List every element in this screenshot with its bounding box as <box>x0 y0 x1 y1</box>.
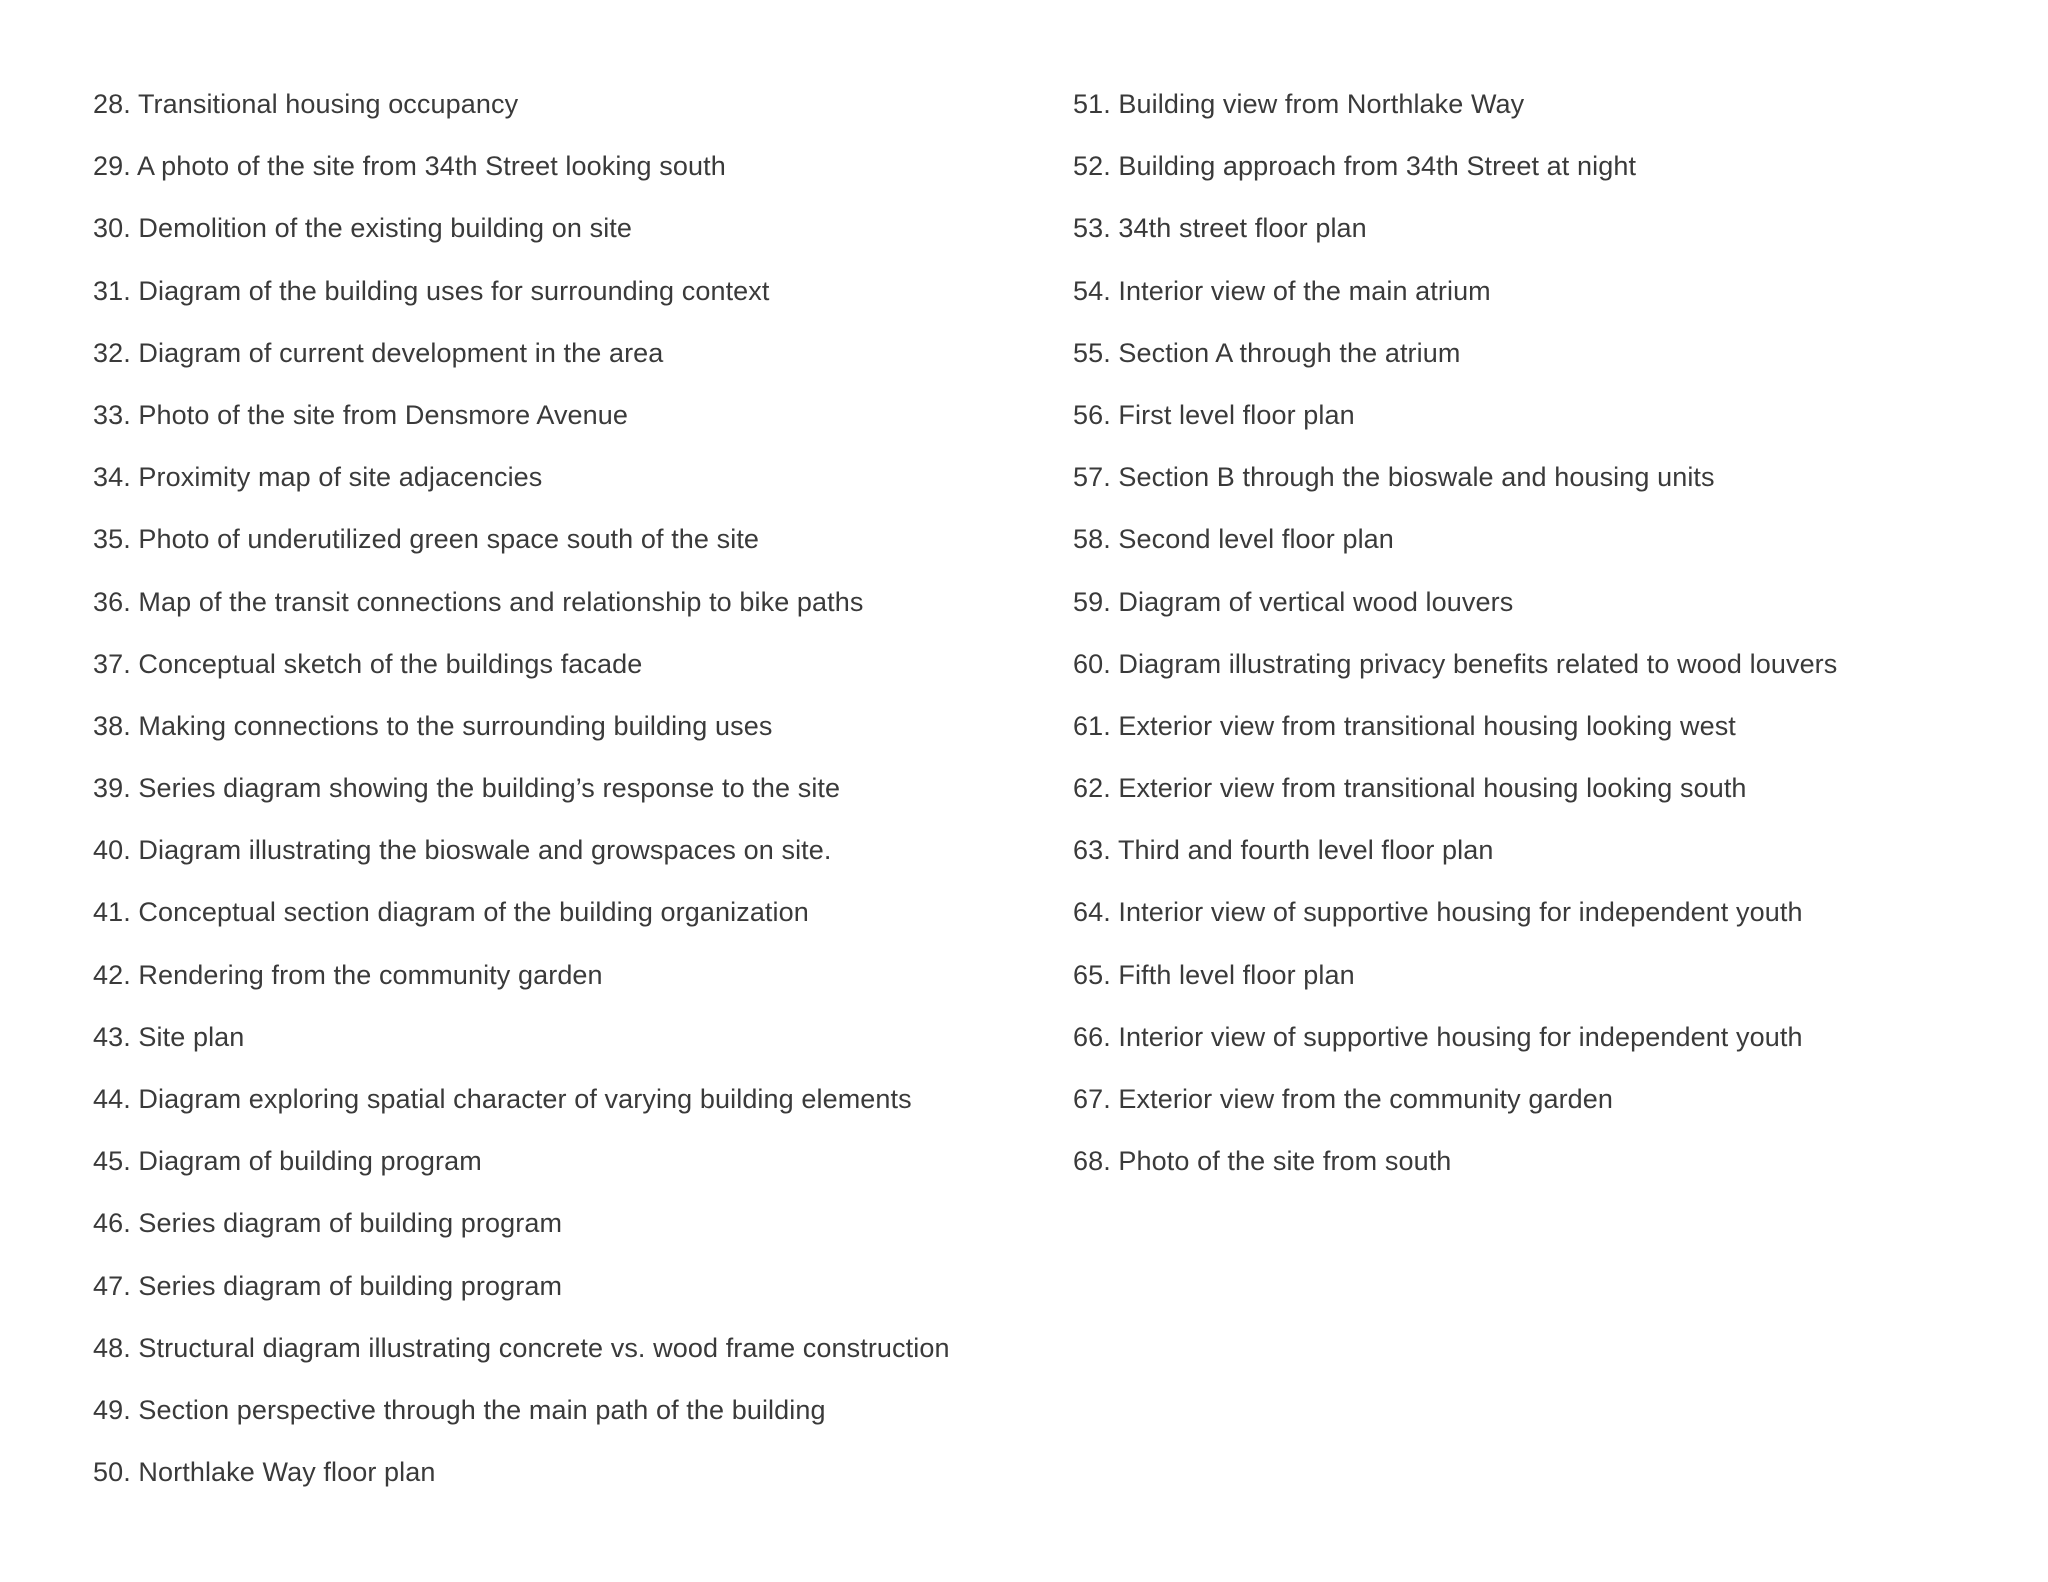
figure-list-item: 62. Exterior view from transitional housing looking south <box>1073 773 1747 804</box>
figure-list-item: 36. Map of the transit connections and relationship to bike paths <box>93 586 864 617</box>
figure-list-item: 63. Third and fourth level floor plan <box>1073 835 1494 866</box>
figure-list-item: 48. Structural diagram illustrating concrete vs. wood frame construction <box>93 1332 950 1363</box>
figure-list-item: 64. Interior view of supportive housing for independent youth <box>1073 897 1803 928</box>
figure-list-item: 35. Photo of underutilized green space south of the site <box>93 524 760 555</box>
figure-list-item: 44. Diagram exploring spatial character of varying building elements <box>93 1084 912 1114</box>
figure-list-item: 41. Conceptual section diagram of the building organization <box>93 897 809 928</box>
figure-list-item: 33. Photo of the site from Densmore Avenue <box>93 399 629 430</box>
figure-list-item: 56. First level floor plan <box>1073 399 1355 430</box>
figure-list-item: 55. Section A through the atrium <box>1073 337 1461 368</box>
figure-list-item: 61. Exterior view from transitional housing looking west <box>1073 710 1736 741</box>
figure-list-item: 51. Building view from Northlake Way <box>1073 89 1525 119</box>
figure-list-item: 54. Interior view of the main atrium <box>1073 275 1491 306</box>
figure-list-item: 50. Northlake Way floor plan <box>93 1457 436 1488</box>
figure-list-item: 29. A photo of the site from 34th Street looking south <box>93 151 726 182</box>
figure-list-item: 49. Section perspective through the main path of the building <box>93 1394 826 1425</box>
figure-list-item: 65. Fifth level floor plan <box>1073 959 1355 990</box>
figure-list-item: 28. Transitional housing occupancy <box>93 89 519 119</box>
figure-list-item: 59. Diagram of vertical wood louvers <box>1073 586 1514 617</box>
figure-list-item: 30. Demolition of the existing building on site <box>93 213 633 244</box>
figure-list-item: 47. Series diagram of building program <box>93 1270 563 1301</box>
figure-list-item: 34. Proximity map of site adjacencies <box>93 462 543 493</box>
figure-list-item: 40. Diagram illustrating the bioswale and growspaces on site. <box>93 835 832 866</box>
figure-list-item: 57. Section B through the bioswale and housing units <box>1073 462 1715 493</box>
figure-list-item: 53. 34th street floor plan <box>1073 213 1367 244</box>
figure-list-item: 45. Diagram of building program <box>93 1146 482 1177</box>
figure-list-item: 31. Diagram of the building uses for surrounding context <box>93 275 770 306</box>
figure-list-right-column <box>1073 84 2033 1203</box>
figure-list-item: 38. Making connections to the surrounding building uses <box>93 710 773 741</box>
figure-list-item: 37. Conceptual sketch of the buildings facade <box>93 648 643 679</box>
figure-list-item: 46. Series diagram of building program <box>93 1208 563 1239</box>
figure-list-item: 58. Second level floor plan <box>1073 524 1394 555</box>
figure-list-item: 67. Exterior view from the community garden <box>1073 1084 1614 1114</box>
figure-list-item: 42. Rendering from the community garden <box>93 959 603 990</box>
figure-list-item: 43. Site plan <box>93 1021 245 1052</box>
figure-list-item: 66. Interior view of supportive housing for independent youth <box>1073 1021 1803 1052</box>
figure-list-left-column <box>93 84 1073 1514</box>
figure-list-item: 32. Diagram of current development in the area <box>93 337 664 368</box>
figure-list-item: 68. Photo of the site from south <box>1073 1146 1452 1177</box>
figure-list-item: 52. Building approach from 34th Street at night <box>1073 151 1637 182</box>
figure-list-item: 39. Series diagram showing the building’s response to the site <box>93 773 841 804</box>
figure-list-item: 60. Diagram illustrating privacy benefits related to wood louvers <box>1073 648 1838 679</box>
